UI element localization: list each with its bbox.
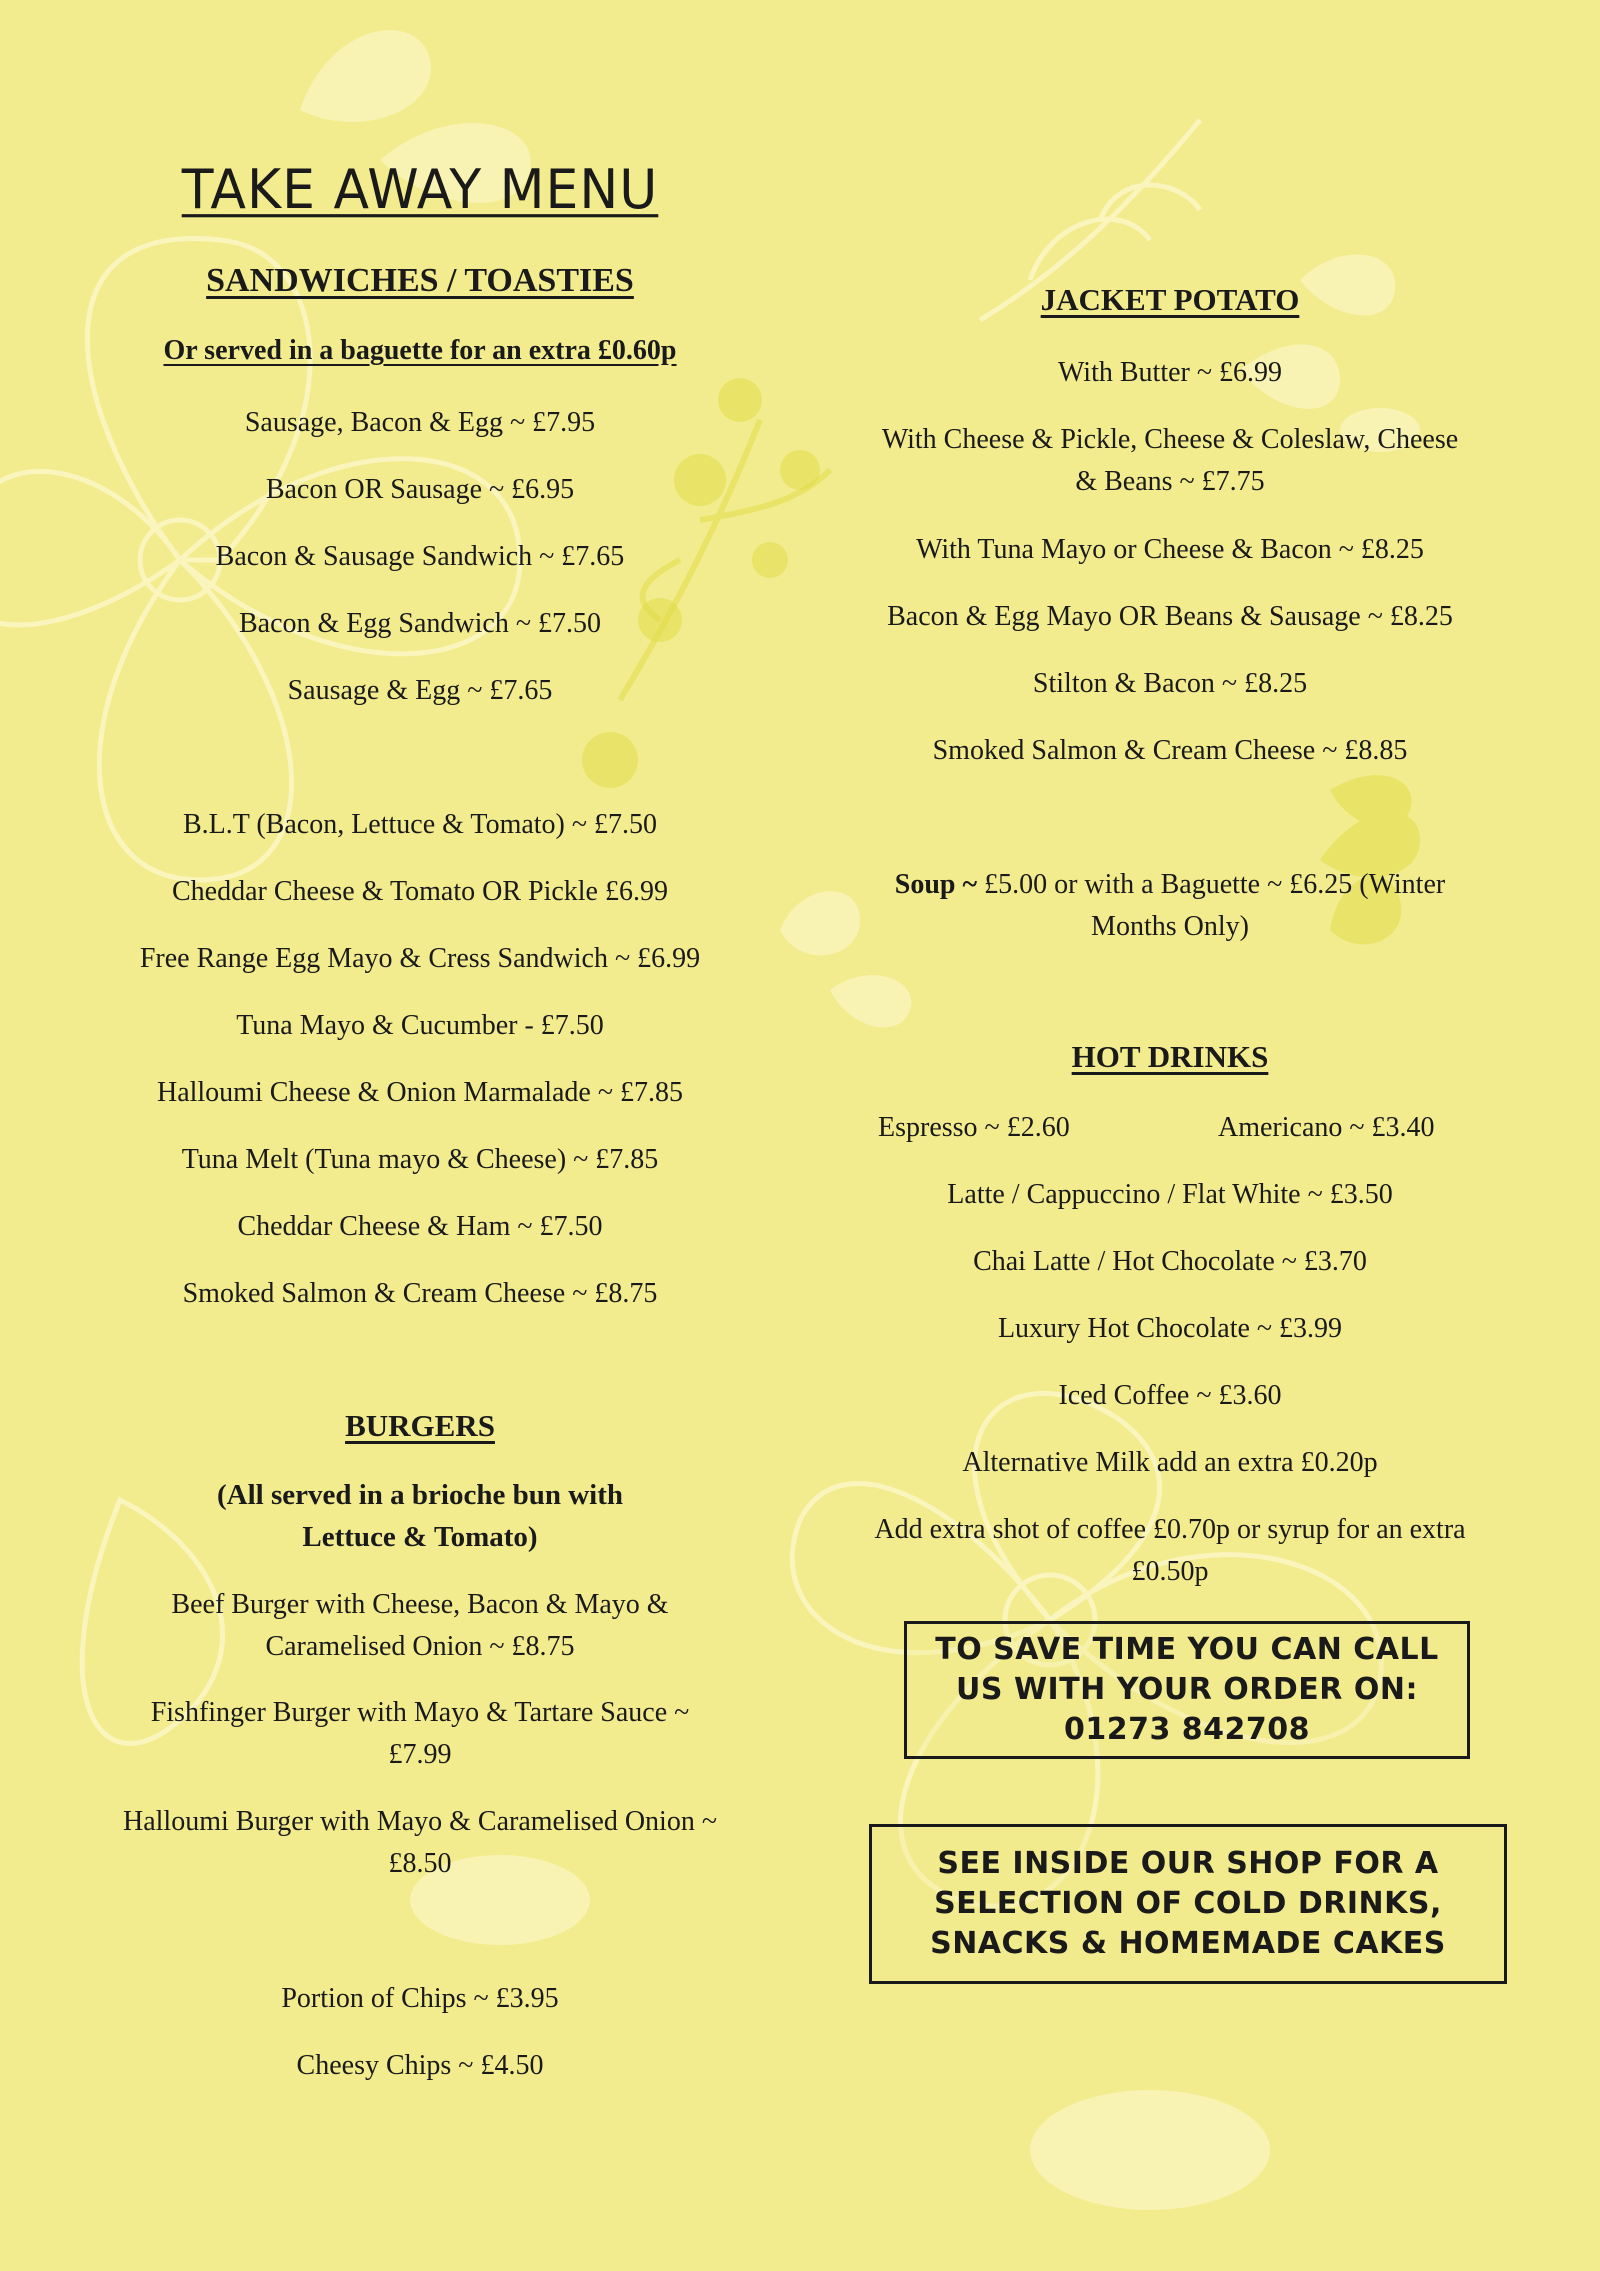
drink-extra-item (830, 1509, 1510, 1593)
soup-line2: Months Only) (1091, 911, 1249, 942)
espresso-item: Espresso ~ £2.60 (878, 1112, 1070, 1143)
soup-label: Soup ~ (894, 869, 978, 900)
chips-item: Portion of Chips ~ £3.95 (281, 1983, 559, 2014)
menu-item: Tuna Melt (Tuna mayo & Cheese) ~ £7.85 (181, 1144, 659, 1175)
menu-item: Smoked Salmon & Cream Cheese ~ £8.75 (182, 1278, 658, 1309)
burger-item (60, 1692, 780, 1776)
shop-box-line3: SNACKS & HOMEMADE CAKES (930, 1926, 1446, 1961)
menu-item: With Butter ~ £6.99 (1058, 357, 1282, 388)
soup-text: £5.00 or with a Baguette ~ £6.25 (Winter (977, 869, 1446, 900)
drink-item: Iced Coffee ~ £3.60 (1058, 1380, 1282, 1411)
drink-item: Chai Latte / Hot Chocolate ~ £3.70 (973, 1246, 1367, 1277)
menu-item: Bacon & Egg Sandwich ~ £7.50 (239, 608, 601, 639)
drink-item: Luxury Hot Chocolate ~ £3.99 (997, 1313, 1343, 1344)
call-box-line1: TO SAVE TIME YOU CAN CALL (935, 1632, 1439, 1667)
drink-extra-line2: £0.50p (1131, 1556, 1209, 1587)
drink-item: Alternative Milk add an extra £0.20p (962, 1447, 1378, 1478)
menu-item: Bacon & Sausage Sandwich ~ £7.65 (215, 541, 625, 572)
menu-item: Halloumi Cheese & Onion Marmalade ~ £7.85 (156, 1077, 684, 1108)
menu-item: Sausage, Bacon & Egg ~ £7.95 (244, 407, 596, 438)
menu-item-line1: With Cheese & Pickle, Cheese & Coleslaw, Cheese (881, 424, 1459, 455)
menu-item: Bacon OR Sausage ~ £6.95 (265, 474, 575, 505)
menu-item: Bacon & Egg Mayo OR Beans & Sausage ~ £8.25 (887, 601, 1453, 632)
menu-item: Smoked Salmon & Cream Cheese ~ £8.85 (932, 735, 1408, 766)
burger-item (60, 1801, 780, 1885)
shop-box-line1: SEE INSIDE OUR SHOP FOR A (937, 1846, 1439, 1881)
hot-drinks-heading: HOT DRINKS (1071, 1039, 1269, 1074)
burger-item (60, 1584, 780, 1668)
menu-item: B.L.T (Bacon, Lettuce & Tomato) ~ £7.50 (182, 809, 658, 840)
baguette-note: Or served in a baguette for an extra £0.60p (163, 335, 677, 366)
burger-item-line2: Caramelised Onion ~ £8.75 (265, 1631, 575, 1662)
shop-info-box (869, 1824, 1507, 1984)
burgers-note (60, 1474, 780, 1558)
menu-item-line2: & Beans ~ £7.75 (1075, 466, 1265, 497)
menu-item: Free Range Egg Mayo & Cress Sandwich ~ £6.99 (139, 943, 701, 974)
left-column (60, 0, 780, 2271)
soup-item (830, 864, 1510, 948)
menu-item: Sausage & Egg ~ £7.65 (287, 675, 553, 706)
espresso-americano-row (830, 1107, 1510, 1149)
menu-item: Tuna Mayo & Cucumber - £7.50 (236, 1010, 604, 1041)
burger-item-line1: Beef Burger with Cheese, Bacon & Mayo & (171, 1589, 669, 1620)
burgers-heading: BURGERS (345, 1408, 495, 1443)
page-title: TAKE AWAY MENU (181, 158, 659, 222)
burgers-note-line2: Lettuce & Tomato) (302, 1521, 538, 1553)
shop-box-line2: SELECTION OF COLD DRINKS, (934, 1886, 1442, 1921)
phone-number[interactable]: 01273 842708 (1063, 1712, 1311, 1747)
call-box-line2: US WITH YOUR ORDER ON: (956, 1672, 1418, 1707)
americano-item: Americano ~ £3.40 (1218, 1112, 1435, 1143)
burger-item-line2: £8.50 (388, 1848, 452, 1879)
call-order-box (904, 1621, 1470, 1759)
soup-line1 (830, 864, 1510, 906)
drink-item: Latte / Cappuccino / Flat White ~ £3.50 (947, 1179, 1393, 1210)
menu-item: Cheddar Cheese & Ham ~ £7.50 (237, 1211, 603, 1242)
burger-item-line1: Halloumi Burger with Mayo & Caramelised Onion ~ (123, 1806, 717, 1837)
drink-extra-line1: Add extra shot of coffee £0.70p or syrup for an extra (874, 1514, 1466, 1545)
jacket-potato-heading: JACKET POTATO (1040, 282, 1300, 317)
sandwiches-heading: SANDWICHES / TOASTIES (206, 262, 634, 299)
burger-item-line1: Fishfinger Burger with Mayo & Tartare Sauce ~ (150, 1697, 690, 1728)
menu-item: With Tuna Mayo or Cheese & Bacon ~ £8.25 (916, 534, 1424, 565)
menu-item (830, 419, 1510, 503)
burgers-note-line1: (All served in a brioche bun with (216, 1479, 624, 1511)
menu-item: Stilton & Bacon ~ £8.25 (1032, 668, 1308, 699)
chips-item: Cheesy Chips ~ £4.50 (296, 2050, 544, 2081)
burger-item-line2: £7.99 (388, 1739, 452, 1770)
menu-item: Cheddar Cheese & Tomato OR Pickle £6.99 (171, 876, 668, 907)
